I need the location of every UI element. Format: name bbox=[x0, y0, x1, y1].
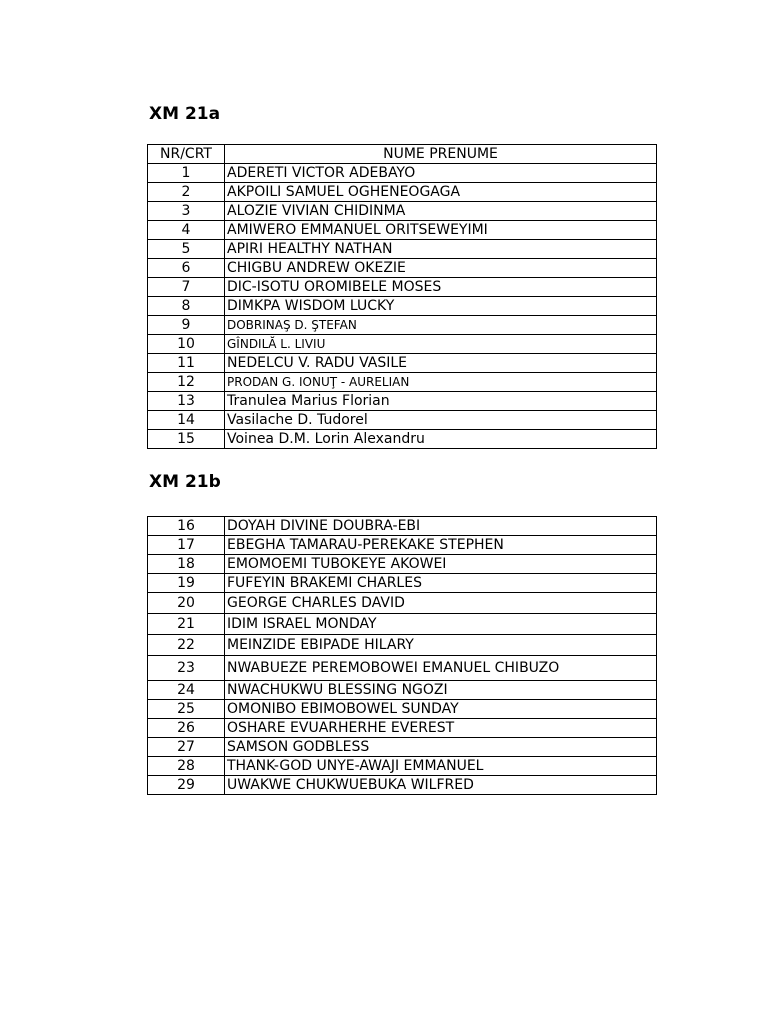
row-name: AMIWERO EMMANUEL ORITSEWEYIMI bbox=[225, 221, 657, 240]
table-row bbox=[148, 536, 657, 555]
row-name: UWAKWE CHUKWUEBUKA WILFRED bbox=[225, 776, 657, 795]
row-number: 21 bbox=[148, 614, 225, 635]
row-name: NWACHUKWU BLESSING NGOZI bbox=[225, 681, 657, 700]
row-number: 18 bbox=[148, 555, 225, 574]
row-number: 3 bbox=[148, 202, 225, 221]
row-number: 22 bbox=[148, 635, 225, 656]
table-row bbox=[148, 221, 657, 240]
table-row bbox=[148, 656, 657, 681]
row-number: 7 bbox=[148, 278, 225, 297]
table-row bbox=[148, 392, 657, 411]
row-number: 8 bbox=[148, 297, 225, 316]
row-name: THANK-GOD UNYE-AWAJI EMMANUEL bbox=[225, 757, 657, 776]
row-name: CHIGBU ANDREW OKEZIE bbox=[225, 259, 657, 278]
row-name: IDIM ISRAEL MONDAY bbox=[225, 614, 657, 635]
table-row bbox=[148, 373, 657, 392]
row-name: OSHARE EVUARHERHE EVEREST bbox=[225, 719, 657, 738]
row-name: AKPOILI SAMUEL OGHENEOGAGA bbox=[225, 183, 657, 202]
row-number: 26 bbox=[148, 719, 225, 738]
table-row bbox=[148, 164, 657, 183]
header-nr-crt: NR/CRT bbox=[148, 145, 225, 164]
row-name: NWABUEZE PEREMOBOWEI EMANUEL CHIBUZO bbox=[225, 656, 657, 681]
row-number: 12 bbox=[148, 373, 225, 392]
row-number: 27 bbox=[148, 738, 225, 757]
row-name: APIRI HEALTHY NATHAN bbox=[225, 240, 657, 259]
table-row bbox=[148, 614, 657, 635]
table-row bbox=[148, 278, 657, 297]
row-number: 15 bbox=[148, 430, 225, 449]
row-number: 1 bbox=[148, 164, 225, 183]
row-name: DIMKPA WISDOM LUCKY bbox=[225, 297, 657, 316]
table-row bbox=[148, 430, 657, 449]
table-header-row bbox=[148, 145, 657, 164]
table-row bbox=[148, 202, 657, 221]
table-row bbox=[148, 757, 657, 776]
row-name: GÎNDILĂ L. LIVIU bbox=[225, 335, 657, 354]
row-name: Voinea D.M. Lorin Alexandru bbox=[225, 430, 657, 449]
row-name: Vasilache D. Tudorel bbox=[225, 411, 657, 430]
table-row bbox=[148, 681, 657, 700]
row-number: 17 bbox=[148, 536, 225, 555]
roster-table-b bbox=[147, 516, 657, 795]
row-name: DIC-ISOTU OROMIBELE MOSES bbox=[225, 278, 657, 297]
row-number: 5 bbox=[148, 240, 225, 259]
table-row bbox=[148, 700, 657, 719]
table-row bbox=[148, 259, 657, 278]
table-row bbox=[148, 240, 657, 259]
table-row bbox=[148, 183, 657, 202]
table-row bbox=[148, 555, 657, 574]
row-number: 14 bbox=[148, 411, 225, 430]
row-name: MEINZIDE EBIPADE HILARY bbox=[225, 635, 657, 656]
section-a-title: XM 21a bbox=[149, 104, 221, 124]
row-name: NEDELCU V. RADU VASILE bbox=[225, 354, 657, 373]
section-b-title: XM 21b bbox=[149, 472, 221, 492]
roster-table-a bbox=[147, 144, 657, 449]
row-name: Tranulea Marius Florian bbox=[225, 392, 657, 411]
table-row bbox=[148, 738, 657, 757]
row-name: EMOMOEMI TUBOKEYE AKOWEI bbox=[225, 555, 657, 574]
row-name: FUFEYIN BRAKEMI CHARLES bbox=[225, 574, 657, 593]
row-number: 25 bbox=[148, 700, 225, 719]
table-row bbox=[148, 297, 657, 316]
row-number: 16 bbox=[148, 517, 225, 536]
table-row bbox=[148, 719, 657, 738]
table-row bbox=[148, 354, 657, 373]
header-nume-prenume: NUME PRENUME bbox=[225, 145, 657, 164]
row-number: 6 bbox=[148, 259, 225, 278]
table-row bbox=[148, 776, 657, 795]
row-name: ALOZIE VIVIAN CHIDINMA bbox=[225, 202, 657, 221]
row-name: OMONIBO EBIMOBOWEL SUNDAY bbox=[225, 700, 657, 719]
row-number: 10 bbox=[148, 335, 225, 354]
row-number: 19 bbox=[148, 574, 225, 593]
row-number: 23 bbox=[148, 656, 225, 681]
row-number: 13 bbox=[148, 392, 225, 411]
row-number: 4 bbox=[148, 221, 225, 240]
row-name: ADERETI VICTOR ADEBAYO bbox=[225, 164, 657, 183]
row-name: SAMSON GODBLESS bbox=[225, 738, 657, 757]
table-row bbox=[148, 335, 657, 354]
row-name: DOYAH DIVINE DOUBRA-EBI bbox=[225, 517, 657, 536]
row-number: 24 bbox=[148, 681, 225, 700]
table-row bbox=[148, 517, 657, 536]
table-row bbox=[148, 593, 657, 614]
row-name: GEORGE CHARLES DAVID bbox=[225, 593, 657, 614]
row-number: 9 bbox=[148, 316, 225, 335]
row-name: DOBRINAŞ D. ŞTEFAN bbox=[225, 316, 657, 335]
row-number: 28 bbox=[148, 757, 225, 776]
row-number: 20 bbox=[148, 593, 225, 614]
table-row bbox=[148, 316, 657, 335]
table-row bbox=[148, 635, 657, 656]
row-number: 29 bbox=[148, 776, 225, 795]
table-row bbox=[148, 574, 657, 593]
table-row bbox=[148, 411, 657, 430]
row-name: PRODAN G. IONUŢ - AURELIAN bbox=[225, 373, 657, 392]
row-name: EBEGHA TAMARAU-PEREKAKE STEPHEN bbox=[225, 536, 657, 555]
row-number: 2 bbox=[148, 183, 225, 202]
row-number: 11 bbox=[148, 354, 225, 373]
